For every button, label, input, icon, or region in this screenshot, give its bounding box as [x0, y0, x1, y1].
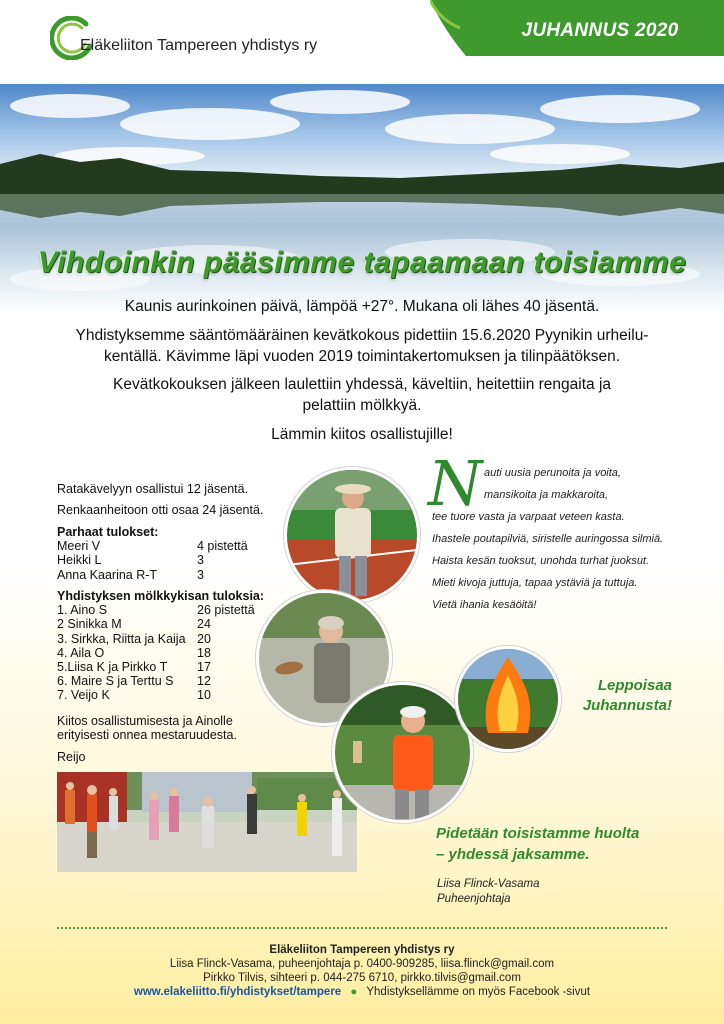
group-photo [57, 772, 357, 872]
website-link[interactable]: www.elakeliitto.fi/yhdistykset/tampere [133, 986, 342, 998]
result-score: 20 [197, 631, 211, 646]
footer-chair-contact: Liisa Flinck-Vasama, puheenjohtaja p. 0400-909285, liisa.flinck@gmail.com [169, 958, 555, 970]
chair-name: Liisa Flinck-Vasama [437, 878, 540, 890]
result-row [57, 617, 287, 631]
care-greeting [436, 823, 696, 865]
poem-line: Ihastele poutapilviä, siristelle auringossa silmiä. [432, 533, 664, 545]
results-thanks-line-1: Kiitos osallistumisesta ja Ainolle [57, 714, 233, 728]
care-greeting-line-1: Pidetään toisistamme huolta [436, 825, 640, 842]
molkky-results-title: Yhdistyksen mölkkykisan tuloksia: [57, 589, 265, 603]
result-score: 3 [197, 553, 204, 568]
result-name: 2 Sinikka M [57, 617, 122, 632]
bullet-icon: ● [350, 986, 358, 998]
result-name: Meeri V [57, 539, 101, 554]
result-row [57, 603, 287, 617]
result-name: Anna Kaarina R-T [57, 567, 158, 582]
intro-paragraph-2-line-2: kentällä. Kävimme läpi vuoden 2019 toimintakertomuksen ja tilinpäätöksen. [103, 348, 621, 365]
result-score: 3 [197, 567, 204, 582]
results-thanks [57, 714, 287, 742]
midsummer-greeting-line-2: Juhannusta! [582, 697, 672, 714]
walk-participants: Ratakävelyyn osallistui 12 jäsentä. [57, 482, 249, 496]
intro-paragraph-2 [70, 325, 654, 367]
best-results-title: Parhaat tulokset: [57, 525, 159, 539]
result-score: 4 pistettä [197, 539, 248, 554]
headline: Vihdoinkin pääsimme tapaamaan toisiamme [37, 246, 687, 279]
poem-line: tee tuore vasta ja varpaat veteen kasta. [432, 511, 625, 523]
result-name: 3. Sirkka, Riitta ja Kaija [57, 631, 186, 646]
result-name: 5.Liisa K ja Pirkko T [57, 660, 168, 675]
poem-line: mansikoita ja makkaroita, [484, 489, 609, 501]
midsummer-greeting-line-1: Leppoisaa [597, 677, 672, 694]
footer-divider [57, 927, 667, 929]
footer-org: Eläkeliiton Tampereen yhdistys ry [269, 944, 455, 956]
poem-dropcap: N [428, 447, 483, 520]
poem-line: Mieti kivoja juttuja, tapaa ystäviä ja tuttuja. [432, 577, 638, 589]
result-row [57, 646, 287, 660]
result-row [57, 568, 287, 582]
best-results [57, 525, 287, 582]
result-score: 10 [197, 688, 211, 703]
result-score: 26 pistettä [197, 603, 255, 618]
walker-photo [284, 467, 420, 603]
facebook-note: Yhdistyksellämme on myös Facebook -sivut [366, 986, 591, 998]
molkky-results [57, 589, 287, 703]
intro-paragraph-3 [70, 374, 654, 416]
care-greeting-line-2: – yhdessä jaksamme. [436, 846, 590, 863]
result-score: 17 [197, 660, 211, 675]
chair-title: Puheenjohtaja [437, 893, 511, 905]
result-row [57, 632, 287, 646]
footer-links [0, 985, 724, 999]
result-name: 7. Veijo K [57, 688, 110, 703]
bonfire-photo [455, 646, 561, 752]
poem [432, 462, 692, 616]
intro-thanks: Lämmin kiitos osallistujille! [271, 426, 453, 443]
banner-title: JUHANNUS 2020 [521, 20, 679, 41]
intro-paragraph-3-line-2: pelattiin mölkkyä. [302, 397, 422, 414]
poem-line: Haista kesän tuoksut, unohda turhat juoksut. [432, 555, 650, 567]
result-name: Heikki L [57, 553, 102, 568]
result-score: 12 [197, 674, 211, 689]
poem-line: auti uusia perunoita ja voita, [484, 467, 621, 479]
result-name: 6. Maire S ja Terttu S [57, 674, 174, 689]
poem-line: Vietä ihania kesäöitä! [432, 599, 537, 611]
midsummer-greeting [560, 676, 672, 716]
results-thanks-line-2: erityisesti onnea mestaruudesta. [57, 728, 237, 743]
intro-paragraph-1: Kaunis aurinkoinen päivä, lämpöä +27°. Mukana oli lähes 40 jäsentä. [124, 298, 600, 315]
result-name: 4. Aila O [57, 645, 105, 660]
org-name: Eläkeliiton Tampereen yhdistys ry [80, 37, 318, 54]
result-row [57, 553, 287, 567]
ring-participants: Renkaanheitoon otti osaa 24 jäsentä. [57, 503, 264, 517]
molkky-player-photo [332, 682, 473, 823]
intro-paragraph-3-line-1: Kevätkokouksen jälkeen laulettiin yhdessä, käveltiin, heitettiin rengaita ja [112, 376, 612, 393]
result-row [57, 660, 287, 674]
footer-secretary-contact: Pirkko Tilvis, sihteeri p. 044-275 6710, pirkko.tilvis@gmail.com [203, 972, 521, 984]
results-signature: Reijo [57, 750, 86, 764]
result-row [57, 688, 287, 702]
result-name: 1. Aino S [57, 603, 108, 618]
result-score: 24 [197, 617, 211, 632]
chair-signature [437, 877, 539, 907]
result-row [57, 539, 287, 553]
intro-paragraph-2-line-1: Yhdistyksemme sääntömääräinen kevätkokous pidettiin 15.6.2020 Pyynikin urheilu- [75, 327, 649, 344]
result-row [57, 674, 287, 688]
result-score: 18 [197, 645, 211, 660]
